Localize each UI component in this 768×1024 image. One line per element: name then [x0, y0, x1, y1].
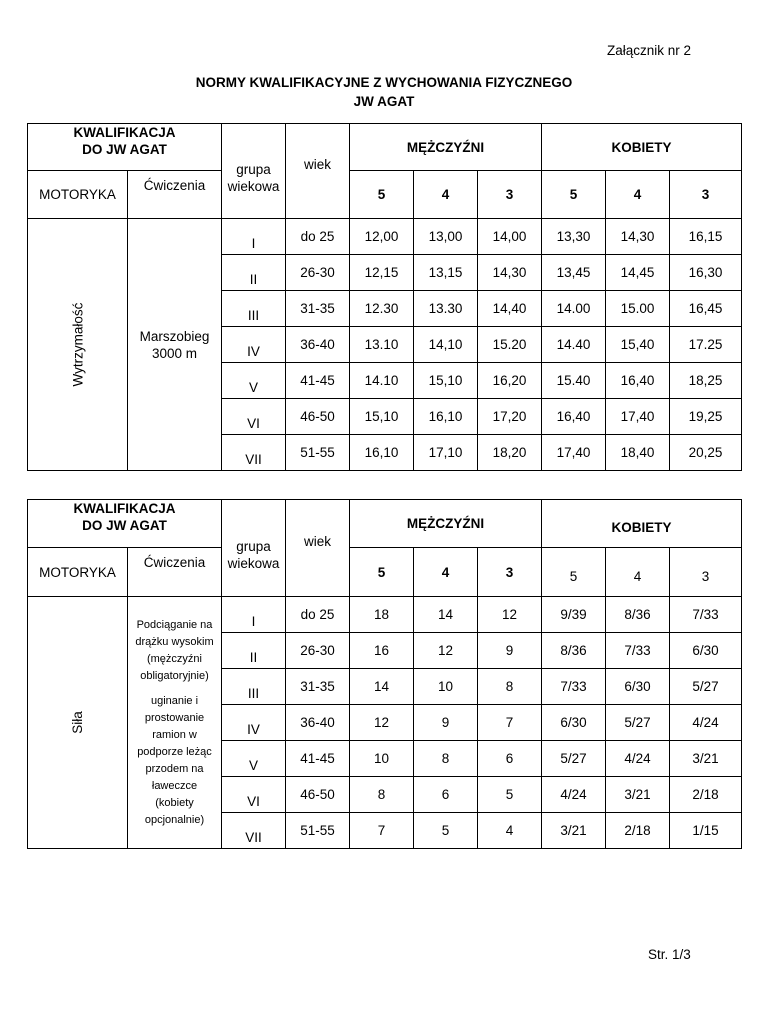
- age-group-cell: III: [222, 291, 286, 327]
- men-grade-5-value: 7: [350, 813, 414, 849]
- men-grade-3: 3: [478, 171, 542, 219]
- women-grade-3-value: 3/21: [670, 741, 742, 777]
- women-grade-3-value: 16,45: [670, 291, 742, 327]
- women-grade-4-value: 16,40: [606, 363, 670, 399]
- men-grade-4-value: 9: [414, 705, 478, 741]
- men-grade-3-value: 8: [478, 669, 542, 705]
- age-cell: 26-30: [286, 633, 350, 669]
- women-grade-5-value: 16,40: [542, 399, 606, 435]
- men-grade-5-value: 18: [350, 597, 414, 633]
- cwiczenia-header: Ćwiczenia: [128, 171, 222, 219]
- exercise-name: 3000 m: [151, 345, 198, 361]
- men-grade-4-value: 17,10: [414, 435, 478, 471]
- men-grade-4-value: 5: [414, 813, 478, 849]
- age-cell: 36-40: [286, 327, 350, 363]
- women-grade-5-value: 8/36: [542, 633, 606, 669]
- age-cell: do 25: [286, 597, 350, 633]
- category-label: Wytrzymałość: [69, 302, 85, 387]
- table-row: [28, 597, 742, 633]
- age-cell: 51-55: [286, 435, 350, 471]
- exercise-line: Podciąganie na: [136, 618, 213, 631]
- women-grade-4-value: 14,45: [606, 255, 670, 291]
- women-grade-5: 5: [542, 171, 606, 219]
- men-grade-3-value: 14,40: [478, 291, 542, 327]
- women-grade-3-value: 6/30: [670, 633, 742, 669]
- men-grade-4: 4: [414, 171, 478, 219]
- women-grade-5-value: 13,30: [542, 219, 606, 255]
- women-grade-5-value: 6/30: [542, 705, 606, 741]
- men-grade-5-value: 10: [350, 741, 414, 777]
- table-row: [28, 219, 742, 255]
- women-grade-3-value: 16,15: [670, 219, 742, 255]
- women-grade-3-value: 17.25: [670, 327, 742, 363]
- exercise-line: (kobiety: [155, 796, 194, 809]
- men-grade-3-value: 12: [478, 597, 542, 633]
- women-grade-3-value: 16,30: [670, 255, 742, 291]
- age-cell: 41-45: [286, 363, 350, 399]
- exercise-line: prostowanie: [144, 711, 205, 724]
- women-grade-4-value: 18,40: [606, 435, 670, 471]
- men-grade-5-value: 12,15: [350, 255, 414, 291]
- men-grade-3-value: 16,20: [478, 363, 542, 399]
- women-grade-3: 3: [670, 171, 742, 219]
- women-grade-5: 5: [542, 548, 606, 597]
- age-cell: 36-40: [286, 705, 350, 741]
- exercise-line: przodem na: [145, 762, 204, 775]
- women-grade-4-value: 15,40: [606, 327, 670, 363]
- men-grade-4-value: 8: [414, 741, 478, 777]
- women-grade-4-value: 15.00: [606, 291, 670, 327]
- men-grade-5-value: 13.10: [350, 327, 414, 363]
- age-group-cell: I: [222, 219, 286, 255]
- women-grade-5-value: 9/39: [542, 597, 606, 633]
- women-grade-5-value: 14.40: [542, 327, 606, 363]
- exercise-line: obligatoryjnie): [140, 669, 209, 682]
- age-cell: 51-55: [286, 813, 350, 849]
- men-grade-4-value: 13.30: [414, 291, 478, 327]
- women-grade-3-value: 18,25: [670, 363, 742, 399]
- women-grade-4-value: 8/36: [606, 597, 670, 633]
- women-grade-5-value: 5/27: [542, 741, 606, 777]
- men-grade-4-value: 12: [414, 633, 478, 669]
- age-cell: do 25: [286, 219, 350, 255]
- women-grade-5-value: 17,40: [542, 435, 606, 471]
- title-line-1: NORMY KWALIFIKACYJNE Z WYCHOWANIA FIZYCZNEGO: [195, 75, 573, 90]
- men-grade-3-value: 17,20: [478, 399, 542, 435]
- women-grade-4-value: 17,40: [606, 399, 670, 435]
- exercise-line: [128, 685, 221, 693]
- age-cell: 46-50: [286, 777, 350, 813]
- men-grade-3-value: 7: [478, 705, 542, 741]
- women-grade-3-value: 19,25: [670, 399, 742, 435]
- grupa-wiekowa-header: grupa wiekowa: [222, 124, 286, 219]
- age-cell: 41-45: [286, 741, 350, 777]
- exercise-line: ramion w: [152, 728, 197, 741]
- age-group-cell: III: [222, 669, 286, 705]
- men-grade-4-value: 6: [414, 777, 478, 813]
- women-grade-4: 4: [606, 548, 670, 597]
- women-grade-3-value: 7/33: [670, 597, 742, 633]
- women-grade-5-value: 14.00: [542, 291, 606, 327]
- men-grade-3-value: 14,00: [478, 219, 542, 255]
- men-grade-4-value: 14: [414, 597, 478, 633]
- document-title: [0, 73, 768, 111]
- norms-table-endurance: [27, 123, 742, 471]
- men-grade-5-value: 8: [350, 777, 414, 813]
- women-grade-4: 4: [606, 171, 670, 219]
- men-grade-4-value: 14,10: [414, 327, 478, 363]
- attachment-label: Załącznik nr 2: [607, 43, 692, 58]
- norms-table-strength: [27, 499, 742, 849]
- exercise-line: uginanie i: [150, 694, 199, 707]
- exercise-line: (mężczyźni: [146, 652, 202, 665]
- women-grade-5-value: 15.40: [542, 363, 606, 399]
- page-number: Str. 1/3: [648, 947, 691, 962]
- women-grade-3: 3: [670, 548, 742, 597]
- age-cell: 46-50: [286, 399, 350, 435]
- age-group-cell: IV: [222, 327, 286, 363]
- title-line-2: JW AGAT: [353, 94, 415, 109]
- women-grade-4-value: 7/33: [606, 633, 670, 669]
- kwalifikacja-header: KWALIFIKACJA DO JW AGAT: [28, 124, 222, 171]
- women-grade-4-value: 5/27: [606, 705, 670, 741]
- men-grade-4-value: 13,00: [414, 219, 478, 255]
- women-grade-5-value: 3/21: [542, 813, 606, 849]
- men-grade-4-value: 15,10: [414, 363, 478, 399]
- men-grade-3-value: 18,20: [478, 435, 542, 471]
- wiek-header: wiek: [286, 124, 350, 219]
- exercise-line: podporze leżąc: [137, 745, 212, 758]
- age-cell: 31-35: [286, 669, 350, 705]
- men-grade-4-value: 16,10: [414, 399, 478, 435]
- men-header: MĘŻCZYŹNI: [350, 500, 542, 548]
- men-grade-4: 4: [414, 548, 478, 597]
- men-grade-5-value: 16,10: [350, 435, 414, 471]
- age-group-cell: VI: [222, 399, 286, 435]
- men-grade-5: 5: [350, 171, 414, 219]
- men-grade-3-value: 15.20: [478, 327, 542, 363]
- men-grade-5-value: 12,00: [350, 219, 414, 255]
- men-grade-4-value: 13,15: [414, 255, 478, 291]
- women-grade-4-value: 3/21: [606, 777, 670, 813]
- category-cell: [28, 219, 128, 471]
- men-grade-5-value: 14: [350, 669, 414, 705]
- age-cell: 31-35: [286, 291, 350, 327]
- women-header: KOBIETY: [542, 124, 742, 171]
- exercise-cell: [128, 219, 222, 471]
- kwalifikacja-header: KWALIFIKACJA DO JW AGAT: [28, 500, 222, 548]
- women-header: KOBIETY: [542, 500, 742, 548]
- women-grade-5-value: 13,45: [542, 255, 606, 291]
- category-label: Siła: [69, 711, 85, 734]
- men-grade-5-value: 14.10: [350, 363, 414, 399]
- women-grade-3-value: 4/24: [670, 705, 742, 741]
- women-grade-3-value: 2/18: [670, 777, 742, 813]
- men-grade-5-value: 15,10: [350, 399, 414, 435]
- age-group-cell: VII: [222, 813, 286, 849]
- men-grade-5-value: 16: [350, 633, 414, 669]
- women-grade-3-value: 20,25: [670, 435, 742, 471]
- men-grade-5: 5: [350, 548, 414, 597]
- men-grade-3-value: 4: [478, 813, 542, 849]
- women-grade-3-value: 1/15: [670, 813, 742, 849]
- men-grade-5-value: 12.30: [350, 291, 414, 327]
- motoryka-header: MOTORYKA: [28, 171, 128, 219]
- men-grade-4-value: 10: [414, 669, 478, 705]
- men-header: MĘŻCZYŹNI: [350, 124, 542, 171]
- men-grade-3-value: 14,30: [478, 255, 542, 291]
- exercise-name: Marszobieg: [139, 328, 210, 344]
- women-grade-3-value: 5/27: [670, 669, 742, 705]
- age-group-cell: II: [222, 255, 286, 291]
- exercise-line: drążku wysokim: [135, 635, 214, 648]
- wiek-header: wiek: [286, 500, 350, 597]
- age-group-cell: IV: [222, 705, 286, 741]
- exercise-line: ławeczce: [151, 779, 198, 792]
- women-grade-5-value: 4/24: [542, 777, 606, 813]
- men-grade-3-value: 6: [478, 741, 542, 777]
- age-group-cell: I: [222, 597, 286, 633]
- women-grade-5-value: 7/33: [542, 669, 606, 705]
- age-group-cell: VI: [222, 777, 286, 813]
- age-cell: 26-30: [286, 255, 350, 291]
- exercise-line: opcjonalnie): [144, 813, 205, 826]
- men-grade-3-value: 5: [478, 777, 542, 813]
- category-cell: [28, 597, 128, 849]
- cwiczenia-header: Ćwiczenia: [128, 548, 222, 597]
- women-grade-4-value: 6/30: [606, 669, 670, 705]
- age-group-cell: II: [222, 633, 286, 669]
- age-group-cell: V: [222, 363, 286, 399]
- men-grade-3: 3: [478, 548, 542, 597]
- motoryka-header: MOTORYKA: [28, 548, 128, 597]
- women-grade-4-value: 4/24: [606, 741, 670, 777]
- age-group-cell: V: [222, 741, 286, 777]
- exercise-cell: [128, 597, 222, 849]
- women-grade-4-value: 2/18: [606, 813, 670, 849]
- men-grade-5-value: 12: [350, 705, 414, 741]
- men-grade-3-value: 9: [478, 633, 542, 669]
- women-grade-4-value: 14,30: [606, 219, 670, 255]
- age-group-cell: VII: [222, 435, 286, 471]
- grupa-wiekowa-header: grupa wiekowa: [222, 500, 286, 597]
